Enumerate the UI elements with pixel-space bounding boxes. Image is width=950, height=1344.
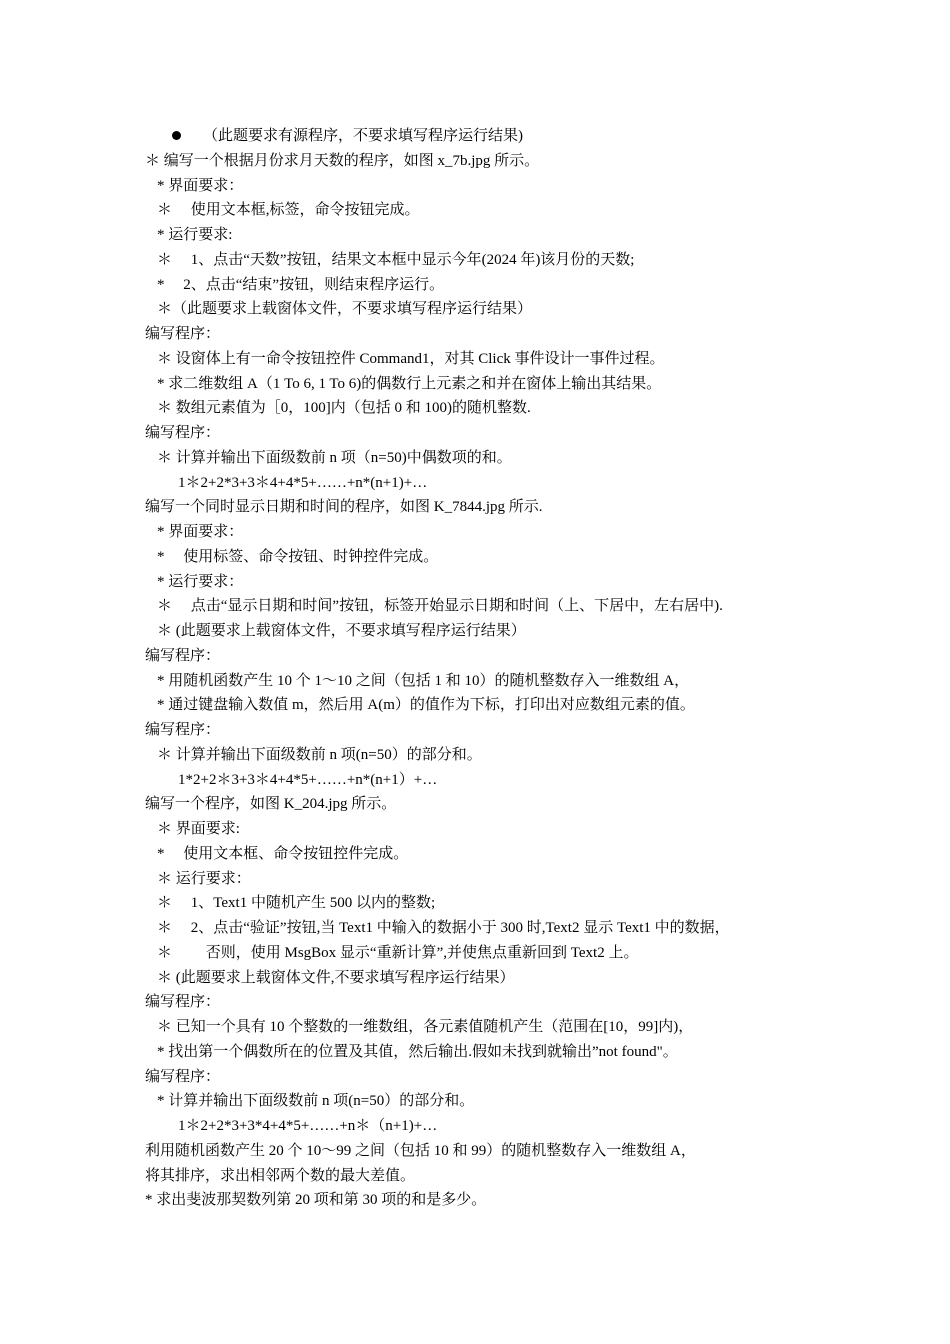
doc-line: ＊ (此题要求上载窗体文件,不要求填写程序运行结果） — [157, 969, 515, 986]
doc-line: 1*2+2＊3+3＊4+4*5+……+n*(n+1）+… — [178, 771, 438, 788]
doc-line: * 找出第一个偶数所在的位置及其值，然后输出.假如未找到就输出”not found"。 — [157, 1043, 678, 1060]
doc-line: * 通过键盘输入数值 m，然后用 A(m）的值作为下标，打印出对应数组元素的值。 — [157, 697, 695, 714]
doc-line: * 求二维数组 A（1 To 6, 1 To 6)的偶数行上元素之和并在窗体上输出其结果。 — [157, 375, 662, 392]
doc-line: 编写一个同时显示日期和时间的程序，如图 K_7844.jpg 所示. — [145, 499, 543, 516]
doc-line: 1＊2+2*3+3＊4+4*5+……+n*(n+1)+… — [178, 474, 428, 491]
doc-line: ＊ (此题要求上载窗体文件，不要求填写程序运行结果） — [157, 623, 526, 639]
doc-line: ＊ 设窗体上有一命令按钮控件 Command1，对其 Click 事件设计一事件过程。 — [157, 350, 665, 367]
doc-line: * 运行要求： — [157, 573, 244, 590]
doc-line: 利用随机函数产生 20 个 10～99 之间（包括 10 和 99）的随机整数存入一维数组 A， — [145, 1142, 696, 1159]
doc-line: ＊ 数组元素值为［0，100]内（包括 0 和 100)的随机整数. — [157, 400, 531, 417]
bullet-line — [0, 124, 950, 149]
doc-line: * 界面要求： — [157, 177, 244, 194]
doc-line: ＊ 否则，使用 MsgBox 显示“重新计算”,并使焦点重新回到 Text2 上。 — [157, 944, 639, 961]
doc-line: * 2、点击“结束”按钮，则结束程序运行。 — [157, 276, 445, 293]
doc-line: ＊ 编写一个根据月份求月天数的程序，如图 x_7b.jpg 所示。 — [145, 152, 540, 169]
bullet-text: （此题要求有源程序，不要求填写程序运行结果) — [203, 128, 523, 144]
doc-line: * 使用文本框、命令按钮控件完成。 — [157, 845, 409, 862]
doc-line: 1＊2+2*3+3*4+4*5+……+n＊（n+1)+… — [178, 1118, 438, 1134]
doc-line: 编写程序： — [145, 425, 221, 441]
doc-line: 编写程序： — [145, 722, 221, 738]
doc-line: ＊ 计算并输出下面级数前 n 项（n=50)中偶数项的和。 — [157, 449, 512, 466]
doc-line: * 使用标签、命令按钮、时钟控件完成。 — [157, 548, 439, 565]
doc-line: 编写程序： — [145, 1068, 221, 1085]
doc-line: * 界面要求： — [157, 524, 244, 540]
doc-line: 将其排序，求出相邻两个数的最大差值。 — [145, 1167, 416, 1184]
doc-line: ＊（此题要求上载窗体文件，不要求填写程序运行结果） — [157, 301, 533, 318]
doc-line: 编写程序： — [145, 647, 221, 664]
bullet-icon — [172, 131, 181, 140]
doc-line: * 用随机函数产生 10 个 1～10 之间（包括 1 和 10）的随机整数存入一维数组 A， — [157, 672, 690, 689]
doc-line: * 求出斐波那契数列第 20 项和第 30 项的和是多少。 — [145, 1192, 487, 1209]
doc-line: ＊ 已知一个具有 10 个整数的一维数组，各元素值随机产生（范围在[10，99]内)， — [157, 1019, 694, 1035]
doc-line: * 计算并输出下面级数前 n 项(n=50）的部分和。 — [157, 1093, 475, 1110]
doc-line: ＊ 点击“显示日期和时间”按钮，标签开始显示日期和时间（上、下居中，左右居中). — [157, 598, 723, 615]
doc-line: 编写程序： — [145, 994, 221, 1011]
document-body — [0, 124, 950, 1213]
doc-line: ＊ 使用文本框,标签，命令按钮完成。 — [157, 202, 420, 219]
doc-line: ＊ 计算并输出下面级数前 n 项(n=50）的部分和。 — [157, 746, 482, 763]
doc-line: ＊ 1、点击“天数”按钮，结果文本框中显示今年(2024 年)该月份的天数; — [157, 251, 635, 268]
doc-line: ＊ 1、Text1 中随机产生 500 以内的整数; — [157, 895, 436, 912]
doc-line: 编写程序： — [145, 326, 221, 342]
doc-line: ＊ 运行要求： — [157, 870, 251, 887]
doc-line: ＊ 界面要求: — [157, 821, 240, 837]
doc-line: * 运行要求: — [157, 227, 233, 243]
doc-line: ＊ 2、点击“验证”按钮,当 Text1 中输入的数据小于 300 时,Text2 显示 Text1 中的数据， — [157, 920, 730, 936]
doc-line: 编写一个程序，如图 K_204.jpg 所示。 — [145, 796, 397, 813]
